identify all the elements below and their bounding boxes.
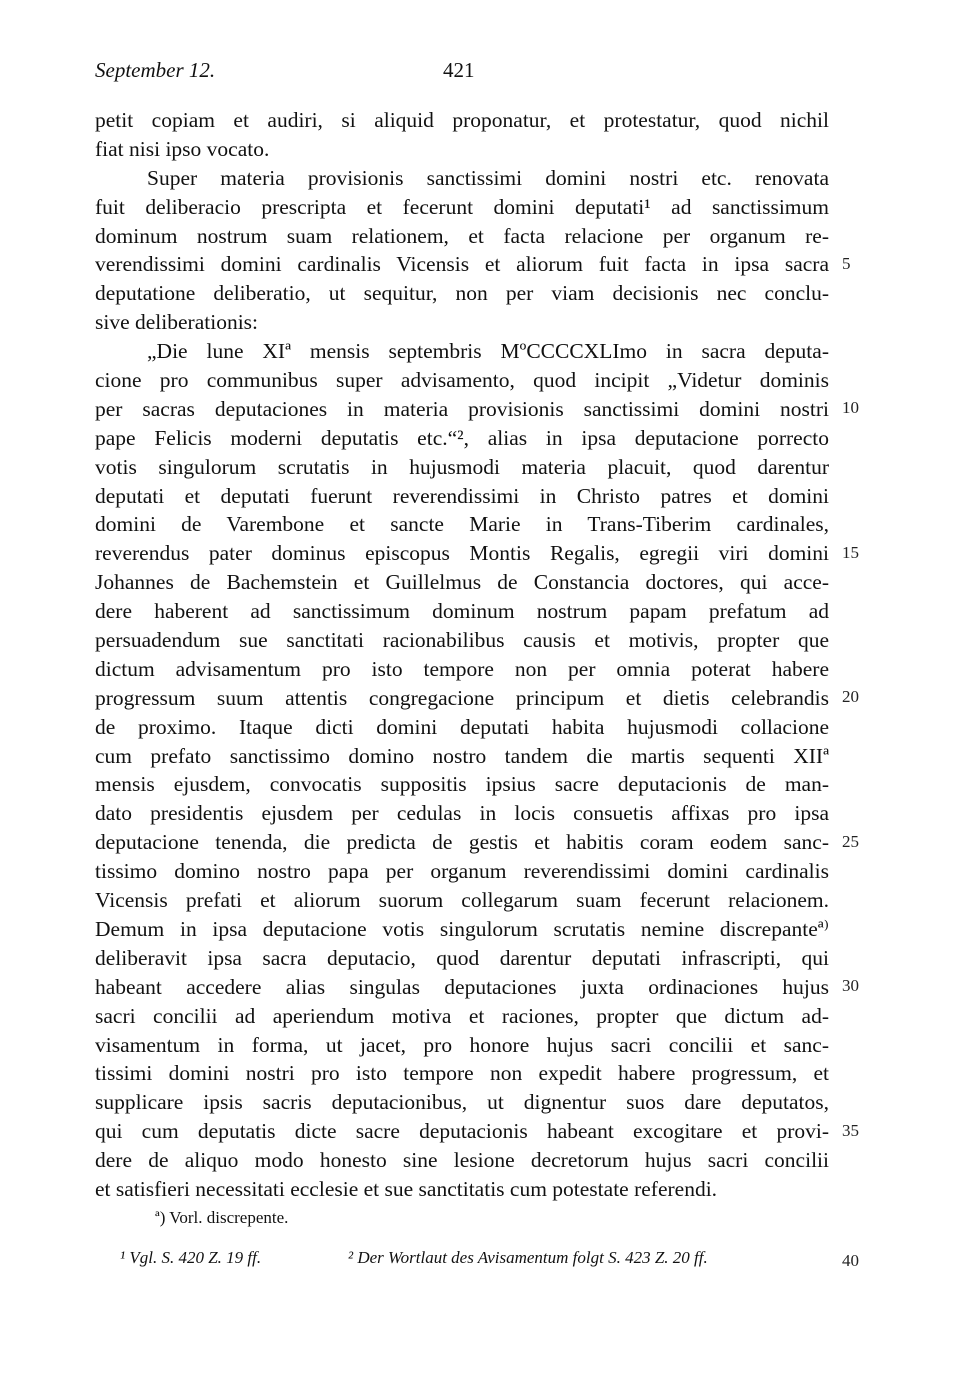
- text-line: Johannes de Bachemstein et Guillelmus de Constancia doctores, qui acce-: [95, 570, 829, 595]
- text-line: visamentum in forma, ut jacet, pro honore hujus sacri concilii et sanc-: [95, 1032, 829, 1057]
- line-number: 10: [842, 398, 859, 417]
- text-line: Demum in ipsa deputacione votis singulorum scrutatis nemine discrepanteª⁾: [95, 916, 829, 941]
- text-line: habeant accedere alias singulas deputaciones juxta ordinaciones hujus: [95, 974, 829, 999]
- text-line: de proximo. Itaque dicti domini deputati habita hujusmodi collacione: [95, 714, 829, 739]
- text-line: qui cum deputatis dicte sacre deputacionis habeant excogitare et provi-: [95, 1119, 829, 1144]
- line-number: 20: [842, 687, 859, 706]
- text-line: sive deliberationis:: [95, 310, 259, 335]
- text-line: cione pro communibus super advisamento, quod incipit „Videtur dominis: [95, 368, 829, 393]
- text-line: domini de Varembone et sancte Marie in Trans-Tiberim cardinales,: [95, 512, 829, 537]
- text-line: „Die lune XIª mensis septembris MºCCCCXLImo in sacra deputa-: [147, 339, 829, 364]
- text-line: reverendus pater dominus episcopus Montis Regalis, egregii viri domini: [95, 541, 829, 566]
- line-number: 30: [842, 976, 859, 995]
- text-line: deliberavit ipsa sacra deputacio, quod darentur deputati infrascripti, qui: [95, 945, 829, 970]
- text-line: verendissimi domini cardinalis Vicensis et aliorum fuit facta in ipsa sacra: [95, 252, 829, 277]
- footnote-a: ª) Vorl. discrepente.: [155, 1208, 289, 1227]
- text-line: mensis ejusdem, convocatis suppositis ipsius sacre deputacionis de man-: [95, 772, 829, 797]
- page-number: 421: [443, 58, 475, 82]
- text-line: per sacras deputaciones in materia provisionis sanctissimi domini nostri: [95, 396, 829, 421]
- text-line: et satisfieri necessitati ecclesie et sue sanctitatis cum potestate referendi.: [95, 1176, 718, 1201]
- text-line: progressum suum attentis congregacione principum et dietis celebrandis: [95, 685, 829, 710]
- text-line: petit copiam et audiri, si aliquid proponatur, et protestatur, quod nichil: [95, 108, 829, 132]
- text-line: dere de aliquo modo honesto sine lesione decretorum hujus sacri concilii: [95, 1148, 829, 1173]
- text-line: tissimo domino nostro papa per organum reverendissimi domini cardinalis: [95, 859, 829, 884]
- footnote-1: ¹ Vgl. S. 420 Z. 19 ff.: [120, 1248, 262, 1267]
- text-line: Super materia provisionis sanctissimi domini nostri etc. renovata: [147, 165, 829, 190]
- text-line: votis singulorum scrutatis in hujusmodi materia placuit, quod darentur: [95, 454, 829, 479]
- text-line: deputacione tenenda, die predicta de gestis et habitis coram eodem sanc-: [95, 830, 829, 855]
- text-line: sacri concilii ad aperiendum motiva et raciones, propter que dictum ad-: [95, 1003, 829, 1028]
- text-line: dato presidentis ejusdem per cedulas in locis consuetis affixas pro ipsa: [95, 801, 829, 826]
- text-line: fuit deliberacio prescripta et fecerunt domini deputati¹ ad sanctissimum: [95, 194, 829, 219]
- page-header-left: September 12.: [95, 58, 216, 82]
- text-line: persuadendum sue sanctitati racionabilibus causis et motivis, propter que: [95, 628, 829, 653]
- text-line: deputatione deliberatio, ut sequitur, non per viam decisionis nec conclu-: [95, 281, 829, 306]
- line-number: 15: [842, 543, 859, 562]
- line-number: 5: [842, 254, 851, 273]
- line-number: 35: [842, 1121, 859, 1140]
- text-line: dominum nostrum suam relationem, et facta relacione per organum re-: [95, 223, 829, 248]
- footnote-2: ² Der Wortlaut des Avisamentum folgt S. 423 Z. 20 ff.: [348, 1248, 708, 1267]
- text-line: dictum advisamentum pro isto tempore non per omnia poterat habere: [95, 656, 829, 681]
- text-line: tissimi domini nostri pro isto tempore non expedit habere progressum, et: [95, 1061, 829, 1086]
- body-text: [95, 106, 829, 1204]
- text-line: fiat nisi ipso vocato.: [95, 136, 270, 161]
- text-line: cum prefato sanctissimo domino nostro tandem die martis sequenti XIIª: [95, 743, 829, 768]
- text-line: pape Felicis moderni deputatis etc.“², alias in ipsa deputacione porrecto: [95, 425, 829, 450]
- line-number: 40: [842, 1251, 859, 1270]
- line-number: 25: [842, 832, 859, 851]
- text-line: deputati et deputati fuerunt reverendissimi in Christo patres et domini: [95, 483, 829, 508]
- text-line: supplicare ipsis sacris deputacionibus, ut dignentur suos dare deputatos,: [95, 1090, 829, 1115]
- text-line: Vicensis prefati et aliorum suorum collegarum suam fecerunt relacionem.: [95, 888, 829, 913]
- text-line: dere haberent ad sanctissimum dominum nostrum papam prefatum ad: [95, 599, 829, 624]
